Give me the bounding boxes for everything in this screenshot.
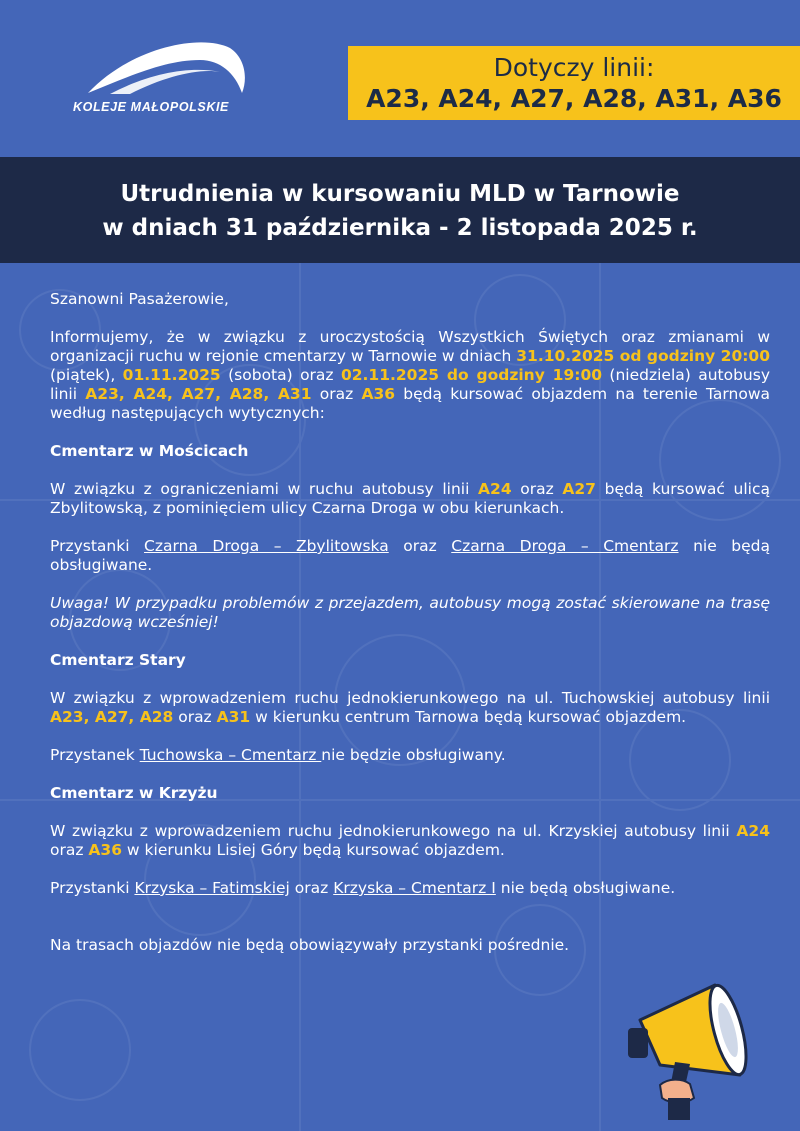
body-text: W związku z wprowadzeniem ruchu jednokierunkowego na ul. Krzyskiej autobusy linii	[50, 822, 737, 840]
highlight-date: 02.11.2025 do godziny 19:00	[340, 366, 603, 384]
section3-paragraph-1	[50, 822, 770, 860]
greeting: Szanowni Pasażerowie,	[50, 290, 229, 308]
highlight-lines: A24	[478, 480, 512, 498]
intro-text: (niedziela) autobusy linii	[50, 366, 771, 403]
section1-paragraph-2	[50, 537, 770, 575]
body-text: nie będzie obsługiwany.	[321, 746, 506, 764]
page-title-line-2: w dniach 31 października - 2 listopada 2025 r.	[102, 215, 698, 241]
stop-name: Tuchowska – Cmentarz	[139, 746, 322, 764]
koleje-malopolskie-logo	[70, 38, 260, 128]
highlight-lines: A27	[562, 480, 596, 498]
megaphone-icon	[620, 980, 760, 1120]
section2-paragraph-1	[50, 689, 770, 727]
stop-name: Krzyska – Fatimskiej	[134, 879, 290, 897]
affected-lines-title: Dotyczy linii:	[493, 53, 655, 82]
warning-note: Uwaga! W przypadku problemów z przejazdem, autobusy mogą zostać skierowane na trasę objazdową wcześniej!	[50, 594, 770, 631]
section-heading-moscice: Cmentarz w Mościcach	[50, 442, 249, 460]
highlight-date: 31.10.2025 od godziny 20:00	[516, 347, 771, 365]
intro-paragraph	[50, 328, 770, 423]
body-text: w kierunku Lisiej Góry będą kursować objazdem.	[122, 841, 505, 859]
highlight-lines: A36	[88, 841, 122, 859]
body-text: oraz	[511, 480, 563, 498]
section-heading-stary: Cmentarz Stary	[50, 651, 186, 669]
body-text: w kierunku centrum Tarnowa będą kursować objazdem.	[250, 708, 687, 726]
body-text: oraz	[50, 841, 89, 859]
logo-swoosh-icon	[70, 38, 260, 98]
section3-paragraph-2	[50, 879, 770, 898]
body-text: oraz	[173, 708, 217, 726]
stop-name: Krzyska – Cmentarz I	[333, 879, 496, 897]
body-text: nie będą obsługiwane.	[495, 879, 676, 897]
intro-text: (piątek),	[50, 366, 123, 384]
title-bar	[0, 157, 800, 263]
body-text: Przystanek	[50, 746, 140, 764]
highlight-date: 01.11.2025	[122, 366, 221, 384]
body-text: W związku z ograniczeniami w ruchu autobusy linii	[50, 480, 479, 498]
body-text: będą kursować ulicą Zbylitowską, z pominięciem ulicy Czarna Droga w obu kierunkach.	[50, 480, 770, 517]
affected-lines-list: A23, A24, A27, A28, A31, A36	[366, 84, 782, 113]
intro-text: Informujemy, że w związku z uroczystością Wszystkich Świętych oraz zmianami w organizacji ruchu w rejonie cmentarzy w Tarnowie w dniach	[50, 328, 770, 365]
body-text: nie będą obsługiwane.	[50, 537, 770, 574]
highlight-lines: A24	[736, 822, 770, 840]
body-text: oraz	[388, 537, 452, 555]
highlight-lines: A31	[216, 708, 251, 726]
announcement-body	[50, 290, 770, 974]
logo-text: KOLEJE MAŁOPOLSKIE	[73, 100, 229, 114]
highlight-lines: A23, A27, A28	[50, 708, 174, 726]
body-text: W związku z wprowadzeniem ruchu jednokierunkowego na ul. Tuchowskiej autobusy linii	[50, 689, 770, 707]
affected-lines-box	[348, 46, 800, 120]
body-text: Przystanki	[50, 537, 145, 555]
body-text: oraz	[289, 879, 334, 897]
page-title-line-1: Utrudnienia w kursowaniu MLD w Tarnowie	[120, 181, 680, 207]
section1-paragraph-1	[50, 480, 770, 518]
section2-paragraph-2	[50, 746, 770, 765]
stop-name: Czarna Droga – Zbylitowska	[144, 537, 389, 555]
section-heading-krzyz: Cmentarz w Krzyżu	[50, 784, 218, 802]
intro-text: (sobota) oraz	[220, 366, 341, 384]
stop-name: Czarna Droga – Cmentarz	[451, 537, 679, 555]
intro-text: będą kursować objazdem na terenie Tarnowa według następujących wytycznych:	[50, 385, 771, 422]
footer-note: Na trasach objazdów nie będą obowiązywały przystanki pośrednie.	[50, 936, 570, 954]
highlight-lines: A36	[361, 385, 396, 403]
body-text: Przystanki	[50, 879, 135, 897]
intro-text: oraz	[311, 385, 362, 403]
highlight-lines: A23, A24, A27, A28, A31	[85, 385, 312, 403]
